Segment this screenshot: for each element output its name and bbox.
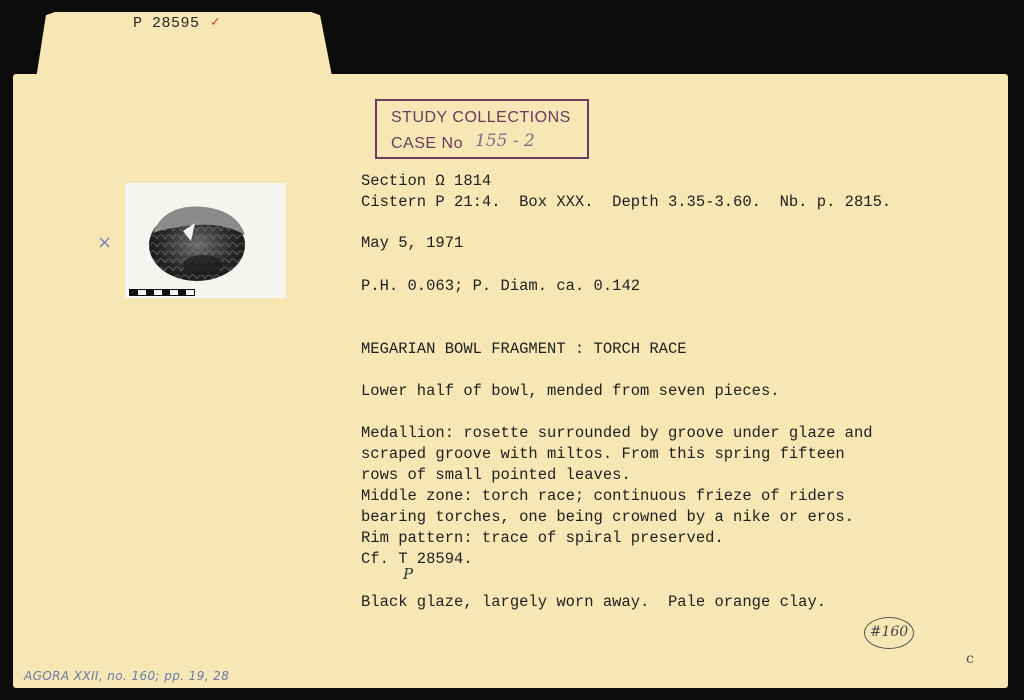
stamp-case-label: CASE No <box>391 135 463 152</box>
description-line: Lower half of bowl, mended from seven pieces. <box>361 382 780 400</box>
stamp-case-number: 155 - 2 <box>475 131 535 151</box>
pencil-x-mark: × <box>97 232 113 253</box>
corner-mark: c <box>966 651 974 667</box>
bowl-fragment-image <box>125 183 286 298</box>
rim-pattern-line: Rim pattern: trace of spiral preserved. <box>361 529 724 547</box>
medallion-line-2: scraped groove with miltos. From this spring fifteen <box>361 445 845 463</box>
dimensions-line: P.H. 0.063; P. Diam. ca. 0.142 <box>361 277 641 295</box>
stamp-title: STUDY COLLECTIONS <box>391 109 571 126</box>
section-line: Section Ω 1814 <box>361 172 492 190</box>
middle-zone-line-2: bearing torches, one being crowned by a nike or eros. <box>361 508 854 526</box>
cf-line: Cf. T 28594. <box>361 550 473 568</box>
medallion-line-1: Medallion: rosette surrounded by groove under glaze and <box>361 424 873 442</box>
object-title: MEGARIAN BOWL FRAGMENT : TORCH RACE <box>361 340 687 358</box>
cistern-line: Cistern P 21:4. Box XXX. Depth 3.35-3.60. Nb. p. 2815. <box>361 193 892 211</box>
middle-zone-line-1: Middle zone: torch race; continuous frieze of riders <box>361 487 845 505</box>
bowl-fragment-photo <box>125 183 286 298</box>
handwritten-p-correction: P <box>403 565 414 583</box>
publication-reference: AGORA XXII, no. 160; pp. 19, 28 <box>24 669 230 683</box>
glaze-line: Black glaze, largely worn away. Pale orange clay. <box>361 593 827 611</box>
medallion-line-3: rows of small pointed leaves. <box>361 466 631 484</box>
date-line: May 5, 1971 <box>361 234 464 252</box>
study-collections-stamp <box>375 99 589 159</box>
catalog-ref-circle: #160 <box>864 617 914 649</box>
photo-scale-bar <box>129 289 195 296</box>
checkmark-icon: ✓ <box>211 15 220 31</box>
inventory-number: P 28595 <box>133 15 200 32</box>
